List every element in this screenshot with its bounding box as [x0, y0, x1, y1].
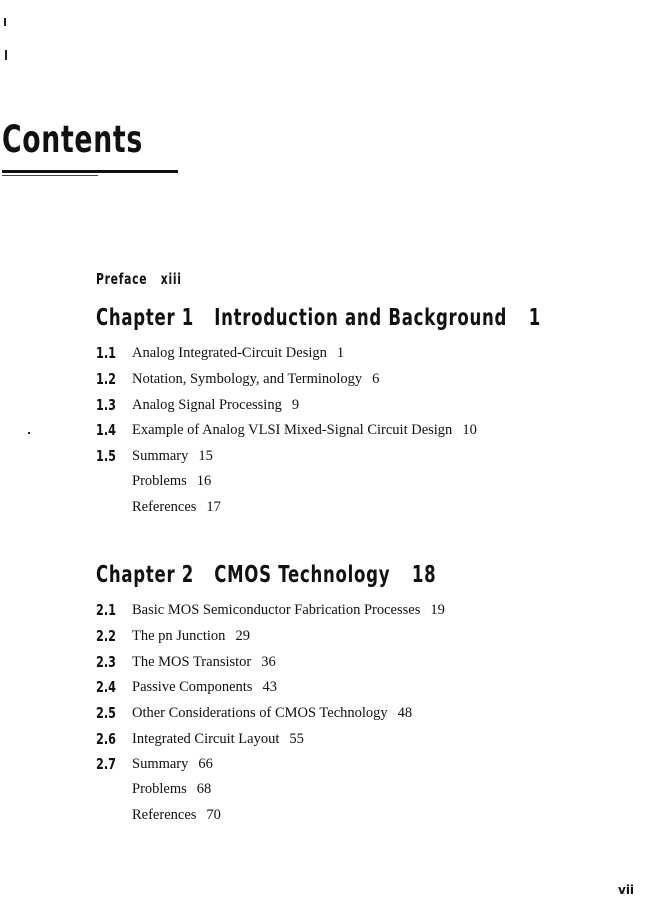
section-page: 43	[262, 679, 277, 695]
section-number: 2.7	[96, 755, 116, 773]
section-number: 2.5	[96, 704, 116, 722]
chapter-page: 1	[528, 305, 541, 331]
scan-speck	[5, 50, 7, 60]
chapter-label: Chapter 2	[96, 562, 195, 588]
section-title: Passive Components	[132, 679, 253, 695]
subentry-page: 70	[206, 807, 221, 823]
section-number: 2.1	[96, 601, 116, 619]
subentry-title: Problems	[132, 781, 187, 797]
page-title: Contents	[2, 118, 143, 161]
page-number: vii	[618, 883, 635, 897]
section-title: Analog Signal Processing	[132, 397, 282, 413]
section-number: 2.6	[96, 730, 116, 748]
section-page: 1	[336, 345, 345, 361]
section-number: 1.5	[96, 447, 116, 465]
subentry-page: 16	[196, 473, 212, 489]
title-rule	[2, 170, 178, 173]
section-number: 1.1	[96, 344, 116, 362]
section-page: 29	[235, 628, 250, 644]
section-title: Example of Analog VLSI Mixed-Signal Circuit Design	[132, 422, 453, 438]
preface-page: xiii	[160, 270, 182, 288]
title-rule-thin	[2, 175, 98, 176]
section-number: 2.3	[96, 653, 116, 671]
chapter-label: Chapter 1	[96, 305, 195, 331]
subentry-page: 17	[206, 499, 221, 515]
subentry-title: References	[132, 807, 197, 823]
section-page: 66	[198, 756, 213, 772]
toc-subentry	[132, 471, 211, 491]
section-number: 2.2	[96, 627, 116, 645]
section-page: 15	[198, 448, 213, 464]
toc-subentry	[132, 497, 221, 517]
section-page: 48	[397, 705, 413, 721]
section-title: Summary	[132, 448, 189, 464]
chapter-page: 18	[411, 562, 437, 588]
subentry-title: References	[132, 499, 197, 515]
section-title: Analog Integrated-Circuit Design	[132, 345, 327, 361]
section-page: 36	[261, 654, 276, 670]
section-page: 55	[289, 731, 304, 747]
section-title: Summary	[132, 756, 189, 772]
section-page: 6	[372, 371, 380, 387]
section-title: The pn Junction	[132, 628, 226, 644]
toc-subentry	[132, 779, 211, 799]
preface-entry	[96, 270, 182, 288]
section-number: 1.4	[96, 421, 116, 439]
chapter-title: Introduction and Background	[214, 305, 508, 331]
section-page: 10	[462, 422, 477, 438]
subentry-page: 68	[196, 781, 212, 797]
section-title: Notation, Symbology, and Terminology	[132, 371, 363, 387]
section-number: 2.4	[96, 678, 116, 696]
section-title: Integrated Circuit Layout	[132, 731, 280, 747]
section-page: 9	[291, 397, 300, 413]
toc-subentry	[132, 805, 221, 825]
section-number: 1.3	[96, 396, 116, 414]
chapter-heading	[96, 305, 541, 331]
preface-label: Preface	[96, 270, 148, 288]
section-number: 1.2	[96, 370, 116, 388]
scan-speck	[28, 432, 30, 434]
section-page: 19	[430, 602, 445, 618]
subentry-title: Problems	[132, 473, 187, 489]
scan-speck	[4, 18, 6, 26]
section-title: Basic MOS Semiconductor Fabrication Processes	[132, 602, 421, 618]
section-title: The MOS Transistor	[132, 654, 252, 670]
chapter-heading	[96, 562, 436, 588]
chapter-title: CMOS Technology	[214, 562, 391, 588]
section-title: Other Considerations of CMOS Technology	[132, 705, 388, 721]
